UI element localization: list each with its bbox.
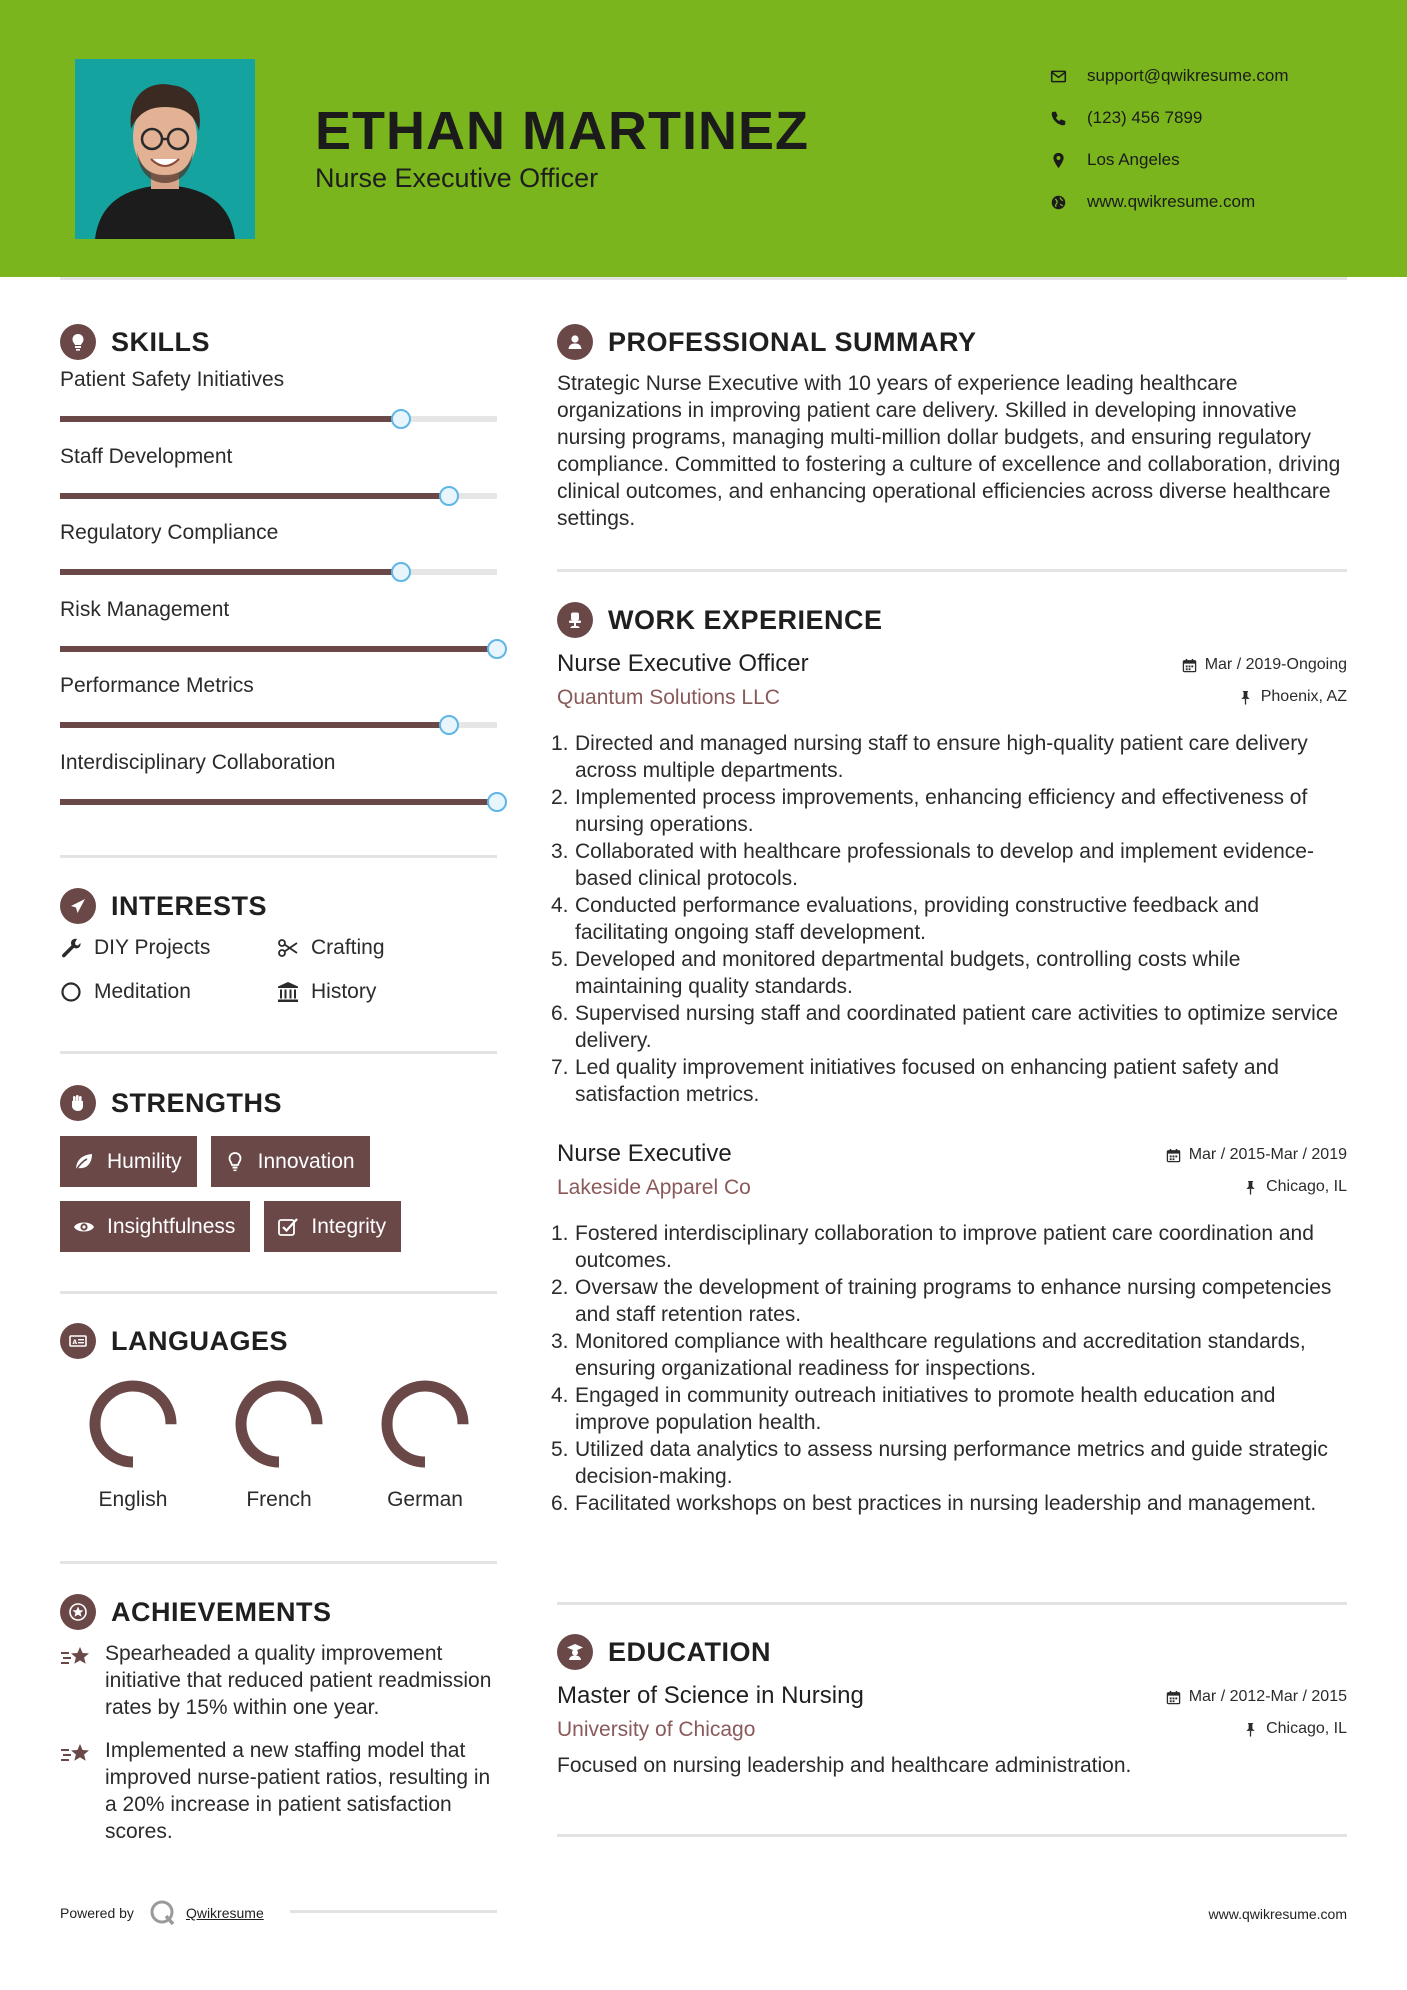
duty-item: 1. Directed and managed nursing staff to ensure high-quality patient care delivery across multiple departments.	[551, 732, 1308, 782]
skill-item	[60, 521, 497, 598]
interests-title: INTERESTS	[111, 890, 268, 921]
interests-list	[60, 932, 500, 1008]
skill-bar	[60, 722, 497, 728]
contact-location-text: Los Angeles	[1087, 150, 1180, 169]
languages-heading	[60, 1323, 288, 1359]
strength-label: Integrity	[311, 1214, 387, 1238]
summary-heading	[557, 324, 977, 360]
skill-bar-fill	[60, 569, 401, 575]
duty-item: 3. Monitored compliance with healthcare regulations and accreditation standards, ensuring organizational readiness for inspections.	[551, 1330, 1306, 1380]
skill-bar-fill	[60, 722, 449, 728]
education-location-text: Chicago, IL	[1266, 1720, 1347, 1737]
lightbulb-icon	[224, 1151, 246, 1173]
footer-divider	[290, 1910, 497, 1913]
office-chair-icon	[557, 602, 593, 638]
language-card-icon	[60, 1323, 96, 1359]
svg-text:A: A	[72, 1339, 78, 1346]
skill-bar-fill	[60, 416, 401, 422]
language-gauge	[377, 1376, 473, 1472]
experience-title: WORK EXPERIENCE	[608, 604, 883, 635]
shooting-star-icon	[60, 1644, 92, 1672]
qwikresume-link[interactable]: Qwikresume	[185, 1905, 264, 1921]
scissors-icon	[277, 937, 299, 959]
strength-badge	[264, 1201, 401, 1252]
job-location-text: Phoenix, AZ	[1260, 688, 1347, 705]
section-divider	[60, 1291, 497, 1294]
duty-item: 5. Developed and monitored departmental budgets, controlling costs while maintaining quality standards.	[551, 948, 1241, 998]
language-gauge	[231, 1376, 327, 1472]
pushpin-icon	[1238, 690, 1253, 705]
education-entry	[557, 1682, 1347, 1778]
powered-by-label: Powered by	[60, 1905, 134, 1921]
job-duties	[551, 730, 1347, 1108]
skill-label: Patient Safety Initiatives	[60, 368, 285, 391]
skill-item	[60, 674, 497, 751]
skill-bar-knob	[487, 792, 507, 812]
job-location	[1238, 688, 1347, 706]
footer-website[interactable]: www.qwikresume.com	[1208, 1906, 1347, 1922]
eye-icon	[73, 1216, 95, 1238]
skill-bar	[60, 569, 497, 575]
interest-item	[277, 932, 497, 964]
calendar-icon	[1166, 1148, 1181, 1163]
achievements-heading	[60, 1594, 332, 1630]
languages-title: LANGUAGES	[111, 1325, 289, 1356]
duty-item: 2. Implemented process improvements, enhancing efficiency and effectiveness of nursing operations.	[551, 786, 1308, 836]
skill-bar	[60, 493, 497, 499]
language-label: French	[246, 1488, 312, 1511]
institution-icon	[277, 981, 299, 1003]
skill-label: Risk Management	[60, 597, 230, 621]
interest-label: DIY Projects	[94, 936, 211, 959]
interest-item	[277, 976, 497, 1008]
skill-item	[60, 598, 497, 675]
section-divider	[557, 569, 1347, 572]
skill-bar	[60, 646, 497, 652]
skill-bar-fill	[60, 646, 497, 652]
interest-label: Crafting	[311, 936, 385, 959]
duty-item: 5. Utilized data analytics to assess nursing performance metrics and guide strategic decision-making.	[551, 1438, 1328, 1488]
language-gauge	[85, 1376, 181, 1472]
duty-item: 6. Facilitated workshops on best practices in nursing leadership and management.	[551, 1492, 1317, 1515]
skill-item	[60, 368, 497, 445]
lightbulb-icon	[60, 324, 96, 360]
header-divider	[60, 277, 1347, 280]
language-label: English	[98, 1488, 168, 1511]
skills-heading	[60, 324, 210, 360]
calendar-icon	[1182, 658, 1197, 673]
summary-title: PROFESSIONAL SUMMARY	[608, 326, 977, 357]
language-item	[60, 1376, 206, 1512]
strength-badge	[60, 1201, 250, 1252]
strength-label: Insightfulness	[107, 1214, 236, 1238]
skills-list	[60, 368, 497, 827]
section-divider	[60, 855, 497, 858]
contact-website[interactable]	[1050, 181, 1380, 223]
skill-bar-fill	[60, 799, 497, 805]
skill-item	[60, 445, 497, 522]
candidate-role: Nurse Executive Officer	[315, 163, 599, 193]
contact-list	[1050, 55, 1380, 223]
education-location	[1243, 1720, 1347, 1738]
contact-location	[1050, 139, 1380, 181]
check-square-icon	[277, 1216, 299, 1238]
user-icon	[557, 324, 593, 360]
achievement-item	[60, 1640, 500, 1721]
strengths-heading	[60, 1085, 282, 1121]
language-item	[206, 1376, 352, 1512]
achievements-list	[60, 1640, 500, 1861]
duty-item: 6. Supervised nursing staff and coordinated patient care activities to optimize service delivery.	[551, 1002, 1339, 1052]
skill-bar-knob	[391, 409, 411, 429]
section-divider	[60, 1561, 497, 1564]
job-location	[1243, 1178, 1347, 1196]
person-portrait-icon	[75, 59, 255, 239]
job-duties	[551, 1220, 1347, 1517]
paper-plane-icon	[60, 888, 96, 924]
skill-label: Performance Metrics	[60, 674, 254, 697]
skill-label: Regulatory Compliance	[60, 521, 279, 544]
profile-photo	[75, 59, 255, 239]
section-divider	[557, 1602, 1347, 1605]
duty-item: 3. Collaborated with healthcare professionals to develop and implement evidence-based clinical protocols.	[551, 840, 1314, 890]
graduate-icon	[557, 1634, 593, 1670]
achievement-item	[60, 1737, 500, 1845]
skill-bar-fill	[60, 493, 449, 499]
strength-badge	[211, 1136, 370, 1187]
section-divider	[60, 1051, 497, 1054]
job-title: Nurse Executive Officer	[557, 650, 809, 677]
language-item	[352, 1376, 498, 1512]
pushpin-icon	[1243, 1722, 1258, 1737]
duty-item: 7. Led quality improvement initiatives focused on enhancing patient safety and satisfaction metrics.	[551, 1056, 1279, 1106]
languages-list	[60, 1376, 498, 1512]
achievements-title: ACHIEVEMENTS	[111, 1596, 332, 1627]
resume-header	[0, 0, 1407, 277]
contact-phone[interactable]	[1050, 97, 1380, 139]
job-dates-text: Mar / 2015-Mar / 2019	[1188, 1146, 1347, 1163]
shooting-star-icon	[60, 1741, 92, 1769]
qwikresume-logo-icon	[148, 1898, 178, 1928]
skill-bar	[60, 416, 497, 422]
circle-icon	[60, 981, 82, 1003]
contact-email-text: support@qwikresume.com	[1087, 66, 1289, 85]
education-dates	[1166, 1688, 1347, 1706]
interest-item	[60, 976, 277, 1008]
job-company: Quantum Solutions LLC	[557, 686, 780, 709]
contact-phone-text: (123) 456 7899	[1087, 108, 1203, 127]
education-description: Focused on nursing leadership and healthcare administration.	[557, 1754, 1132, 1777]
phone-icon	[1050, 110, 1067, 127]
interest-label: History	[311, 980, 377, 1003]
leaf-icon	[73, 1151, 95, 1173]
education-degree: Master of Science in Nursing	[557, 1682, 864, 1709]
wrench-icon	[60, 937, 82, 959]
achievement-text: Implemented a new staffing model that improved nurse-patient ratios, resulting in a 20% increase in patient satisfaction scores.	[105, 1739, 491, 1843]
skills-title: SKILLS	[111, 326, 211, 357]
duty-item: 2. Oversaw the development of training programs to enhance nursing competencies and staff retention rates.	[551, 1276, 1332, 1326]
footer-powered-by	[60, 1898, 264, 1928]
raised-fist-icon	[60, 1085, 96, 1121]
skill-bar-knob	[439, 715, 459, 735]
duty-item: 4. Conducted performance evaluations, providing constructive feedback and facilitating ongoing staff development.	[551, 894, 1260, 944]
job-dates	[1182, 656, 1347, 674]
skill-item	[60, 751, 497, 828]
achievement-text: Spearheaded a quality improvement initiative that reduced patient readmission rates by 15% within one year.	[105, 1642, 492, 1719]
job-location-text: Chicago, IL	[1266, 1178, 1347, 1195]
job-dates-text: Mar / 2019-Ongoing	[1204, 656, 1347, 673]
section-divider	[557, 1834, 1347, 1837]
duty-item: 4. Engaged in community outreach initiatives to promote health education and improve population health.	[551, 1384, 1276, 1434]
skill-bar-knob	[439, 486, 459, 506]
strength-label: Innovation	[257, 1149, 355, 1173]
strength-badge	[60, 1136, 197, 1187]
candidate-name: ETHAN MARTINEZ	[315, 101, 809, 161]
interest-item	[60, 932, 277, 964]
skill-bar-knob	[391, 562, 411, 582]
education-title: EDUCATION	[608, 1636, 771, 1667]
interest-label: Meditation	[94, 980, 191, 1003]
strengths-title: STRENGTHS	[111, 1087, 283, 1118]
contact-email[interactable]	[1050, 55, 1380, 97]
star-badge-icon	[60, 1594, 96, 1630]
strength-label: Humility	[107, 1149, 182, 1173]
education-heading	[557, 1634, 771, 1670]
calendar-icon	[1166, 1690, 1181, 1705]
job-entry	[551, 650, 1347, 1108]
job-dates	[1166, 1146, 1347, 1164]
envelope-icon	[1050, 68, 1067, 85]
skill-label: Interdisciplinary Collaboration	[60, 750, 336, 774]
strengths-list	[60, 1136, 510, 1266]
summary-text: Strategic Nurse Executive with 10 years of experience leading healthcare organizations in improving patient care delivery. Skilled in developing innovative nursing programs, managing multi-million dollar budgets, and ensuring regulatory compliance. Committed to fostering a culture of excellence and collaboration, driving clinical outcomes, and enhancing operational efficiencies across diverse healthcare settings.	[557, 372, 1341, 530]
experience-heading	[557, 602, 883, 638]
pushpin-icon	[1243, 1180, 1258, 1195]
contact-website-text: www.qwikresume.com	[1087, 192, 1256, 211]
duty-item: 1. Fostered interdisciplinary collaboration to improve patient care coordination and outcomes.	[551, 1222, 1314, 1272]
job-entry	[551, 1140, 1347, 1517]
skill-bar-knob	[487, 639, 507, 659]
globe-icon	[1050, 194, 1067, 211]
education-dates-text: Mar / 2012-Mar / 2015	[1188, 1688, 1347, 1705]
language-label: German	[387, 1488, 463, 1511]
map-pin-icon	[1050, 152, 1067, 169]
skill-label: Staff Development	[60, 444, 233, 468]
interests-heading	[60, 888, 267, 924]
education-school: University of Chicago	[557, 1718, 756, 1741]
job-title: Nurse Executive	[557, 1140, 732, 1167]
skill-bar	[60, 799, 497, 805]
job-company: Lakeside Apparel Co	[557, 1176, 751, 1199]
